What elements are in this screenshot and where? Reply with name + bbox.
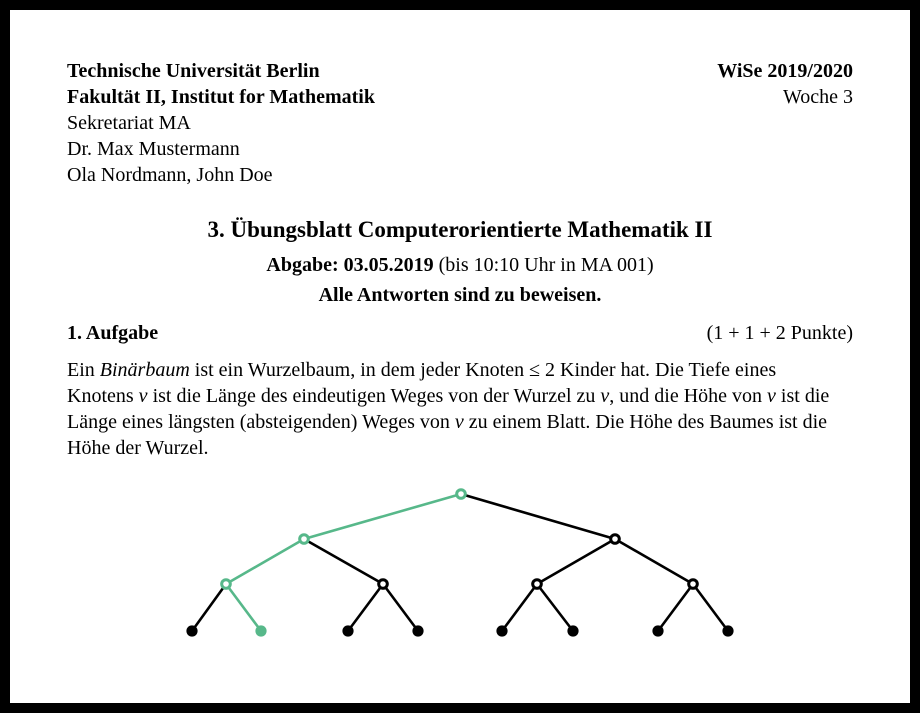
tree-edge-n2a-l1	[192, 584, 226, 631]
week-line: Woche 3	[782, 86, 853, 108]
tree-edge-n1r-n2c	[537, 539, 615, 584]
text-segment: v	[138, 385, 148, 407]
tree-node-n2c	[533, 580, 542, 589]
tree-node-l2	[255, 625, 266, 636]
text-segment: v	[454, 411, 464, 433]
tree-node-l8	[722, 625, 733, 636]
lecturer-line: Dr. Max Mustermann	[67, 138, 240, 160]
text-segment: ist ein Wurzelbaum, in dem jeder Knoten ≤ 2 Kinder hat. Die Tiefe eines	[189, 359, 777, 381]
tree-node-n1r	[611, 535, 620, 544]
deadline-date: Abgabe: 03.05.2019	[266, 254, 434, 276]
institution-name: Technische Universität Berlin	[67, 60, 320, 82]
tree-node-l7	[652, 625, 663, 636]
tree-node-l6	[567, 625, 578, 636]
tree-edge-root-n1l	[304, 494, 461, 539]
task-points: (1 + 1 + 2 Punkte)	[706, 322, 853, 344]
faculty-name: Fakultät II, Institut for Mathematik	[67, 86, 375, 108]
text-segment: Ein	[67, 359, 100, 381]
assistants-line: Ola Nordmann, John Doe	[67, 164, 273, 186]
text-segment: Knotens	[67, 385, 139, 407]
tree-node-n1l	[300, 535, 309, 544]
sheet-title: 3. Übungsblatt Computerorientierte Mathematik II	[207, 217, 713, 242]
tree-edge-n1l-n2b	[304, 539, 383, 584]
tree-node-l4	[412, 625, 423, 636]
tree-edge-n2c-l5	[502, 584, 537, 631]
tree-edge-n2d-l7	[658, 584, 693, 631]
tree-edge-n2b-l3	[348, 584, 383, 631]
secretariat-line: Sekretariat MA	[67, 112, 191, 134]
tree-edge-n2c-l6	[537, 584, 573, 631]
tree-edge-n2b-l4	[383, 584, 418, 631]
tree-edge-root-n1r	[461, 494, 615, 539]
tree-node-n2b	[379, 580, 388, 589]
tree-edge-n2d-l8	[693, 584, 728, 631]
tree-edge-n2a-l2	[226, 584, 261, 631]
notice-line: Alle Antworten sind zu beweisen.	[318, 284, 602, 306]
text-segment: zu einem Blatt. Die Höhe des Baumes ist die	[463, 411, 828, 433]
tree-node-n2d	[689, 580, 698, 589]
tree-node-l5	[496, 625, 507, 636]
text-segment: v	[767, 385, 776, 407]
text-segment: , und die Höhe von	[609, 385, 768, 407]
semester-line: WiSe 2019/2020	[717, 60, 853, 82]
text-segment: ist die	[775, 385, 830, 407]
tree-node-n2a	[222, 580, 231, 589]
tree-node-root	[457, 490, 466, 499]
text-segment: Binärbaum	[99, 359, 190, 381]
task-label: 1. Aufgabe	[67, 322, 159, 344]
deadline-details: (bis 10:10 Uhr in MA 001)	[433, 254, 654, 276]
text-segment: v	[600, 385, 610, 407]
tree-node-l3	[342, 625, 353, 636]
text-segment: Länge eines längsten (absteigenden) Weges von	[67, 411, 455, 433]
text-segment: ist die Länge des eindeutigen Weges von der Wurzel zu	[147, 385, 601, 407]
tree-edge-n1r-n2d	[615, 539, 693, 584]
text-segment: Höhe der Wurzel.	[67, 437, 209, 459]
tree-edge-n1l-n2a	[226, 539, 304, 584]
tree-node-l1	[186, 625, 197, 636]
